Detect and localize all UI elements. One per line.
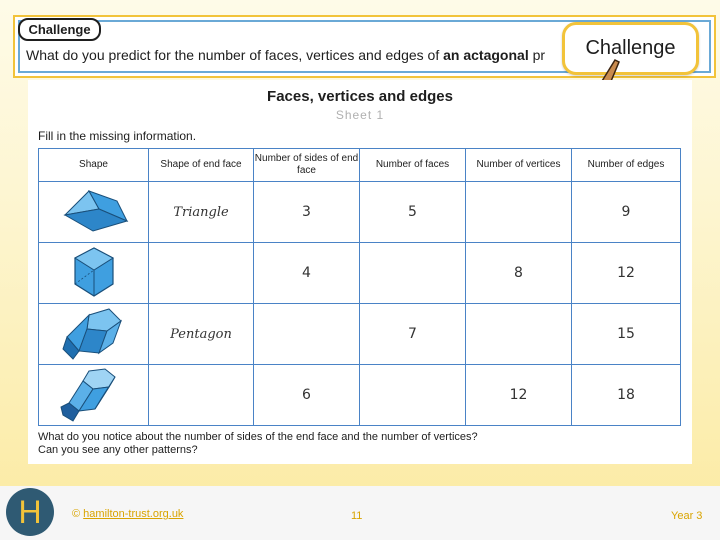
faces-table [38, 148, 681, 426]
edges-cell[interactable]: 18 [572, 365, 681, 426]
end-face-cell[interactable] [149, 243, 254, 304]
copyright [72, 508, 183, 520]
logo-letter: H [18, 494, 42, 530]
end-face-cell[interactable]: Triangle [149, 182, 254, 243]
patterns-question-line2: Can you see any other patterns? [38, 444, 198, 456]
worksheet-title: Faces, vertices and edges [267, 88, 453, 105]
edges-cell[interactable]: 15 [572, 304, 681, 365]
table-row [39, 365, 681, 426]
column-header: Number of faces [360, 149, 466, 182]
sides-cell[interactable] [254, 304, 360, 365]
sides-cell[interactable]: 4 [254, 243, 360, 304]
column-header: Number of vertices [466, 149, 572, 182]
table-row [39, 243, 681, 304]
hamilton-logo-icon [5, 487, 55, 537]
patterns-question [38, 431, 478, 457]
hexagonal-prism-icon [59, 367, 129, 423]
edges-cell[interactable]: 9 [572, 182, 681, 243]
triangular-prism-icon [59, 187, 129, 237]
square-prism-icon [59, 246, 129, 300]
table-row [39, 304, 681, 365]
vertices-cell[interactable]: 12 [466, 365, 572, 426]
vertices-cell[interactable]: 8 [466, 243, 572, 304]
question-end: pr [528, 47, 546, 63]
challenge-button[interactable]: Challenge [562, 22, 699, 75]
column-header: Shape of end face [149, 149, 254, 182]
sides-cell[interactable]: 6 [254, 365, 360, 426]
shape-cell [39, 182, 149, 243]
worksheet-instruction: Fill in the missing information. [38, 129, 197, 143]
shape-cell [39, 304, 149, 365]
faces-cell[interactable] [360, 365, 466, 426]
question-bold: an actagonal [443, 47, 529, 63]
copyright-symbol: © [72, 508, 81, 520]
challenge-question [26, 47, 576, 63]
shape-cell [39, 365, 149, 426]
vertices-cell[interactable] [466, 304, 572, 365]
table-row [39, 182, 681, 243]
faces-cell[interactable] [360, 243, 466, 304]
column-header: Number of edges [572, 149, 681, 182]
end-face-cell[interactable] [149, 365, 254, 426]
patterns-question-line1: What do you notice about the number of sides of the end face and the number of vertices? [38, 431, 478, 443]
copyright-link[interactable]: hamilton-trust.org.uk [83, 508, 184, 520]
worksheet-subtitle: Sheet 1 [335, 108, 385, 122]
faces-cell[interactable]: 5 [360, 182, 466, 243]
vertices-cell[interactable] [466, 182, 572, 243]
page-number: 11 [351, 510, 363, 522]
challenge-tag: Challenge [18, 18, 101, 41]
pentagonal-prism-icon [59, 307, 129, 361]
table-header-row [39, 149, 681, 182]
question-start: What do you predict for the number of faces, vertices and edges of [26, 47, 444, 63]
column-header: Shape [39, 149, 149, 182]
worksheet [28, 80, 692, 464]
faces-cell[interactable]: 7 [360, 304, 466, 365]
edges-cell[interactable]: 12 [572, 243, 681, 304]
end-face-cell[interactable]: Pentagon [149, 304, 254, 365]
shape-cell [39, 243, 149, 304]
sides-cell[interactable]: 3 [254, 182, 360, 243]
column-header: Number of sides of end face [254, 149, 360, 182]
year-label: Year 3 [671, 510, 703, 522]
